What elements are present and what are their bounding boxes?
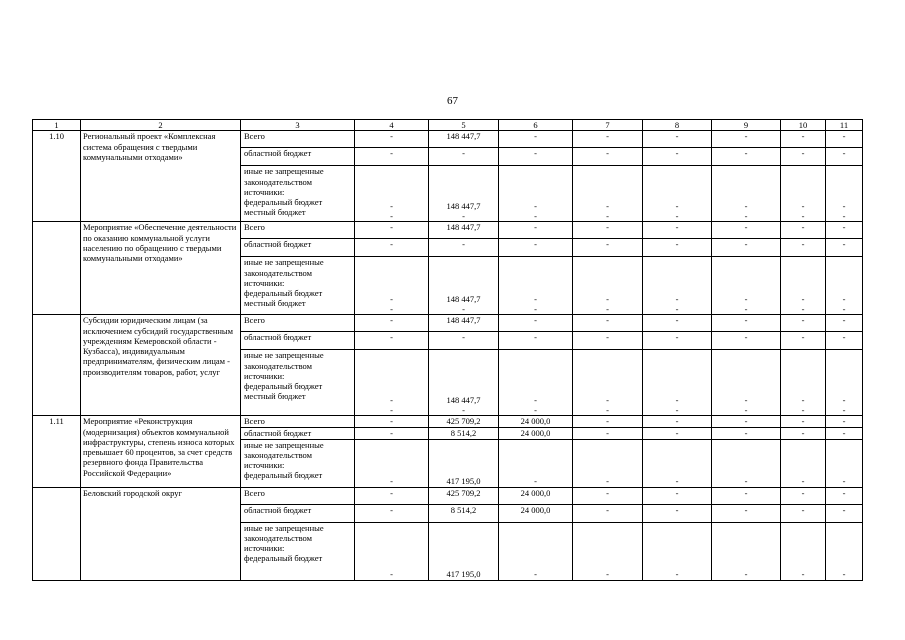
- value-cell: -: [643, 131, 712, 148]
- source-label: местный бюджет: [244, 207, 306, 218]
- value-cell: [781, 257, 826, 315]
- value-federal: -: [675, 394, 679, 405]
- value-cell: [643, 166, 712, 222]
- value-cell: -: [643, 239, 712, 257]
- value-federal: -: [675, 476, 679, 487]
- source-label: местный бюджет: [244, 298, 306, 309]
- value-cell: [355, 439, 429, 487]
- source-label: иные не запрещенные: [244, 166, 324, 177]
- value-local: -: [606, 304, 609, 314]
- value-cell: [826, 350, 863, 416]
- value-federal: -: [534, 476, 537, 487]
- budget-table: [32, 119, 863, 581]
- source-label: федеральный бюджет: [244, 381, 323, 392]
- value-federal: -: [390, 394, 393, 405]
- value-cell: -: [355, 239, 429, 257]
- value-cell: 148 447,7: [429, 315, 499, 332]
- value-cell: [355, 522, 429, 580]
- source-label: источники:: [244, 186, 285, 197]
- value-federal: -: [801, 476, 805, 487]
- value-cell: -: [826, 222, 863, 239]
- value-cell: [499, 350, 573, 416]
- source-label: федеральный бюджет: [244, 288, 323, 299]
- value-cell: -: [643, 416, 712, 427]
- value-local: -: [675, 304, 679, 314]
- value-cell: [429, 166, 499, 222]
- item-name: Региональный проект «Комплексная система обращения с твердыми коммунальными отходами»: [81, 131, 241, 222]
- value-federal: -: [842, 569, 846, 580]
- value-federal: -: [390, 569, 393, 580]
- value-cell: [781, 439, 826, 487]
- item-number: [33, 487, 81, 580]
- value-federal: -: [801, 200, 805, 211]
- value-federal: -: [801, 394, 805, 405]
- value-cell: -: [826, 416, 863, 427]
- header-cell: 10: [781, 120, 826, 131]
- value-cell: -: [355, 427, 429, 439]
- source-label: законодательством: [244, 449, 313, 460]
- value-cell: -: [355, 416, 429, 427]
- value-cell: [499, 166, 573, 222]
- source-label: федеральный бюджет: [244, 197, 323, 208]
- value-cell: [573, 439, 643, 487]
- table-row: [33, 222, 863, 239]
- value-cell: -: [781, 239, 826, 257]
- value-cell: [573, 350, 643, 416]
- value-cell: -: [826, 504, 863, 522]
- value-federal: -: [534, 569, 537, 580]
- source-label: иные не запрещенные: [244, 522, 324, 533]
- value-cell: [573, 257, 643, 315]
- source-label: законодательством: [244, 532, 313, 543]
- header-cell: 9: [712, 120, 781, 131]
- value-federal: -: [842, 293, 846, 304]
- source-label: источники:: [244, 460, 285, 471]
- value-cell: -: [573, 332, 643, 350]
- value-cell: -: [429, 148, 499, 166]
- value-cell: -: [643, 222, 712, 239]
- value-cell: -: [712, 504, 781, 522]
- value-local: -: [842, 211, 846, 221]
- value-cell: [643, 522, 712, 580]
- value-local: -: [675, 405, 679, 415]
- source-label: законодательством: [244, 360, 313, 371]
- value-federal: -: [675, 200, 679, 211]
- value-cell: -: [573, 315, 643, 332]
- value-federal: -: [390, 476, 393, 487]
- source-label: областной бюджет: [241, 427, 355, 439]
- value-cell: -: [499, 131, 573, 148]
- value-cell: [781, 166, 826, 222]
- value-federal: -: [390, 200, 393, 211]
- header-cell: 2: [81, 120, 241, 131]
- source-label: иные не запрещенные: [244, 350, 324, 361]
- value-federal: 148 447,7: [446, 394, 481, 405]
- value-federal: -: [390, 293, 393, 304]
- source-label-group: [241, 257, 355, 315]
- value-cell: [712, 439, 781, 487]
- source-label: Всего: [241, 315, 355, 332]
- source-label: Всего: [241, 131, 355, 148]
- value-cell: -: [781, 487, 826, 504]
- source-label: федеральный бюджет: [244, 553, 323, 564]
- value-cell: -: [355, 222, 429, 239]
- value-cell: -: [826, 332, 863, 350]
- source-label: источники:: [244, 277, 285, 288]
- value-cell: -: [643, 487, 712, 504]
- value-local: -: [390, 211, 393, 221]
- value-cell: -: [712, 131, 781, 148]
- value-cell: [826, 522, 863, 580]
- value-cell: 24 000,0: [499, 504, 573, 522]
- source-label: источники:: [244, 543, 285, 554]
- value-local: -: [534, 405, 537, 415]
- table-row: [33, 131, 863, 148]
- value-cell: [573, 522, 643, 580]
- value-cell: [499, 257, 573, 315]
- item-number: 1.11: [33, 416, 81, 487]
- value-cell: -: [643, 332, 712, 350]
- value-cell: -: [712, 222, 781, 239]
- value-federal: -: [744, 200, 748, 211]
- value-local: -: [390, 405, 393, 415]
- value-cell: 425 709,2: [429, 416, 499, 427]
- source-label: законодательством: [244, 267, 313, 278]
- value-federal: -: [744, 394, 748, 405]
- value-local: -: [801, 211, 805, 221]
- value-cell: -: [643, 315, 712, 332]
- value-federal: -: [606, 476, 609, 487]
- value-cell: -: [781, 416, 826, 427]
- value-cell: 148 447,7: [429, 131, 499, 148]
- value-cell: [429, 350, 499, 416]
- value-cell: -: [355, 131, 429, 148]
- value-federal: 417 195,0: [446, 476, 481, 487]
- header-cell: 1: [33, 120, 81, 131]
- value-cell: -: [781, 315, 826, 332]
- value-federal: 148 447,7: [446, 200, 481, 211]
- value-federal: -: [534, 200, 537, 211]
- value-local: -: [606, 405, 609, 415]
- value-federal: -: [744, 476, 748, 487]
- value-cell: [643, 439, 712, 487]
- value-federal: -: [534, 293, 537, 304]
- value-cell: [429, 257, 499, 315]
- value-local: -: [462, 304, 465, 314]
- value-cell: -: [781, 332, 826, 350]
- value-cell: [826, 439, 863, 487]
- value-cell: -: [499, 332, 573, 350]
- source-label: Всего: [241, 416, 355, 427]
- source-label: федеральный бюджет: [244, 470, 323, 481]
- value-cell: [712, 166, 781, 222]
- value-cell: [429, 522, 499, 580]
- value-cell: -: [826, 131, 863, 148]
- value-cell: -: [826, 427, 863, 439]
- value-cell: -: [355, 315, 429, 332]
- source-label: источники:: [244, 370, 285, 381]
- source-label-group: [241, 522, 355, 580]
- value-cell: -: [573, 131, 643, 148]
- value-local: -: [606, 211, 609, 221]
- value-cell: -: [712, 239, 781, 257]
- value-cell: -: [826, 487, 863, 504]
- value-cell: [826, 257, 863, 315]
- value-cell: [429, 439, 499, 487]
- value-cell: [826, 166, 863, 222]
- value-cell: [712, 257, 781, 315]
- value-federal: -: [801, 293, 805, 304]
- item-name: Субсидии юридическим лицам (за исключением субсидий государственным учреждениям Кемеровской области - Кузбасса), индивидуальным предпринимателям, физическим лицам - производителям товаров, работ, услуг: [81, 315, 241, 416]
- source-label: иные не запрещенные: [244, 439, 324, 450]
- header-cell: 4: [355, 120, 429, 131]
- value-cell: 148 447,7: [429, 222, 499, 239]
- value-federal: -: [842, 200, 846, 211]
- value-cell: -: [573, 416, 643, 427]
- value-federal: -: [744, 293, 748, 304]
- source-label-group: [241, 350, 355, 416]
- value-cell: -: [573, 427, 643, 439]
- value-local: -: [842, 405, 846, 415]
- table-row: [33, 416, 863, 427]
- value-local: -: [462, 211, 465, 221]
- value-cell: -: [781, 131, 826, 148]
- value-cell: -: [573, 148, 643, 166]
- source-label: областной бюджет: [241, 504, 355, 522]
- value-cell: -: [499, 148, 573, 166]
- value-cell: 24 000,0: [499, 487, 573, 504]
- value-cell: -: [712, 332, 781, 350]
- value-cell: -: [712, 427, 781, 439]
- source-label-group: [241, 439, 355, 487]
- value-federal: -: [842, 394, 846, 405]
- value-local: -: [744, 211, 748, 221]
- source-label: законодательством: [244, 176, 313, 187]
- source-label: Всего: [241, 222, 355, 239]
- value-cell: -: [429, 332, 499, 350]
- value-cell: -: [573, 222, 643, 239]
- item-name: Мероприятие «Реконструкция (модернизация) объектов коммунальной инфраструктуры, степень износа которых превышает 60 процентов, за счет средств резервного фонда Правительства Российской Федерации»: [81, 416, 241, 487]
- item-number: 1.10: [33, 131, 81, 222]
- value-cell: [355, 350, 429, 416]
- value-cell: [712, 350, 781, 416]
- value-federal: -: [606, 569, 609, 580]
- item-number: [33, 222, 81, 315]
- value-cell: [499, 439, 573, 487]
- value-local: -: [534, 304, 537, 314]
- value-local: -: [801, 304, 805, 314]
- value-federal: 417 195,0: [446, 569, 481, 580]
- source-label: Всего: [241, 487, 355, 504]
- value-local: -: [744, 304, 748, 314]
- value-cell: [573, 166, 643, 222]
- value-cell: -: [429, 239, 499, 257]
- value-federal: 148 447,7: [446, 293, 481, 304]
- source-label-group: [241, 166, 355, 222]
- table-row: [33, 315, 863, 332]
- header-cell: 7: [573, 120, 643, 131]
- header-cell: 3: [241, 120, 355, 131]
- value-cell: [355, 166, 429, 222]
- value-cell: [355, 257, 429, 315]
- value-cell: 8 514,2: [429, 504, 499, 522]
- value-federal: -: [801, 569, 805, 580]
- value-cell: -: [712, 315, 781, 332]
- item-name: Беловский городской округ: [81, 487, 241, 580]
- value-cell: [712, 522, 781, 580]
- value-cell: -: [712, 148, 781, 166]
- item-name: Мероприятие «Обеспечение деятельности по оказанию коммунальной услуги населению по обращению с твердыми коммунальными отходами»: [81, 222, 241, 315]
- value-cell: -: [781, 427, 826, 439]
- value-cell: 8 514,2: [429, 427, 499, 439]
- value-cell: -: [781, 148, 826, 166]
- value-cell: -: [781, 222, 826, 239]
- value-cell: -: [643, 427, 712, 439]
- value-cell: -: [499, 222, 573, 239]
- value-federal: -: [606, 394, 609, 405]
- value-federal: -: [606, 293, 609, 304]
- value-cell: -: [781, 504, 826, 522]
- header-cell: 11: [826, 120, 863, 131]
- value-local: -: [534, 211, 537, 221]
- value-cell: -: [355, 148, 429, 166]
- value-federal: -: [606, 200, 609, 211]
- value-federal: -: [534, 394, 537, 405]
- value-cell: -: [826, 148, 863, 166]
- value-cell: -: [643, 148, 712, 166]
- value-federal: -: [842, 476, 846, 487]
- source-label: иные не запрещенные: [244, 257, 324, 268]
- value-cell: -: [573, 487, 643, 504]
- value-cell: [643, 350, 712, 416]
- value-cell: [643, 257, 712, 315]
- value-local: -: [462, 405, 465, 415]
- value-federal: -: [675, 569, 679, 580]
- value-cell: -: [712, 416, 781, 427]
- value-federal: -: [675, 293, 679, 304]
- value-cell: 425 709,2: [429, 487, 499, 504]
- value-local: -: [842, 304, 846, 314]
- table-row: [33, 487, 863, 504]
- value-cell: 24 000,0: [499, 427, 573, 439]
- value-cell: -: [643, 504, 712, 522]
- value-cell: 24 000,0: [499, 416, 573, 427]
- value-cell: -: [355, 487, 429, 504]
- header-row: [33, 120, 863, 131]
- value-local: -: [390, 304, 393, 314]
- value-local: -: [801, 405, 805, 415]
- value-cell: -: [826, 315, 863, 332]
- source-label: областной бюджет: [241, 148, 355, 166]
- value-cell: -: [573, 504, 643, 522]
- header-cell: 8: [643, 120, 712, 131]
- value-cell: -: [499, 239, 573, 257]
- source-label: областной бюджет: [241, 239, 355, 257]
- value-local: -: [744, 405, 748, 415]
- header-cell: 5: [429, 120, 499, 131]
- value-cell: -: [355, 332, 429, 350]
- value-cell: [781, 350, 826, 416]
- value-cell: -: [499, 315, 573, 332]
- value-cell: -: [712, 487, 781, 504]
- item-number: [33, 315, 81, 416]
- source-label: областной бюджет: [241, 332, 355, 350]
- value-federal: -: [744, 569, 748, 580]
- page-number: 67: [447, 95, 458, 107]
- value-cell: [781, 522, 826, 580]
- value-cell: -: [573, 239, 643, 257]
- value-cell: [499, 522, 573, 580]
- value-cell: -: [826, 239, 863, 257]
- source-label: местный бюджет: [244, 391, 306, 402]
- value-local: -: [675, 211, 679, 221]
- header-cell: 6: [499, 120, 573, 131]
- value-cell: -: [355, 504, 429, 522]
